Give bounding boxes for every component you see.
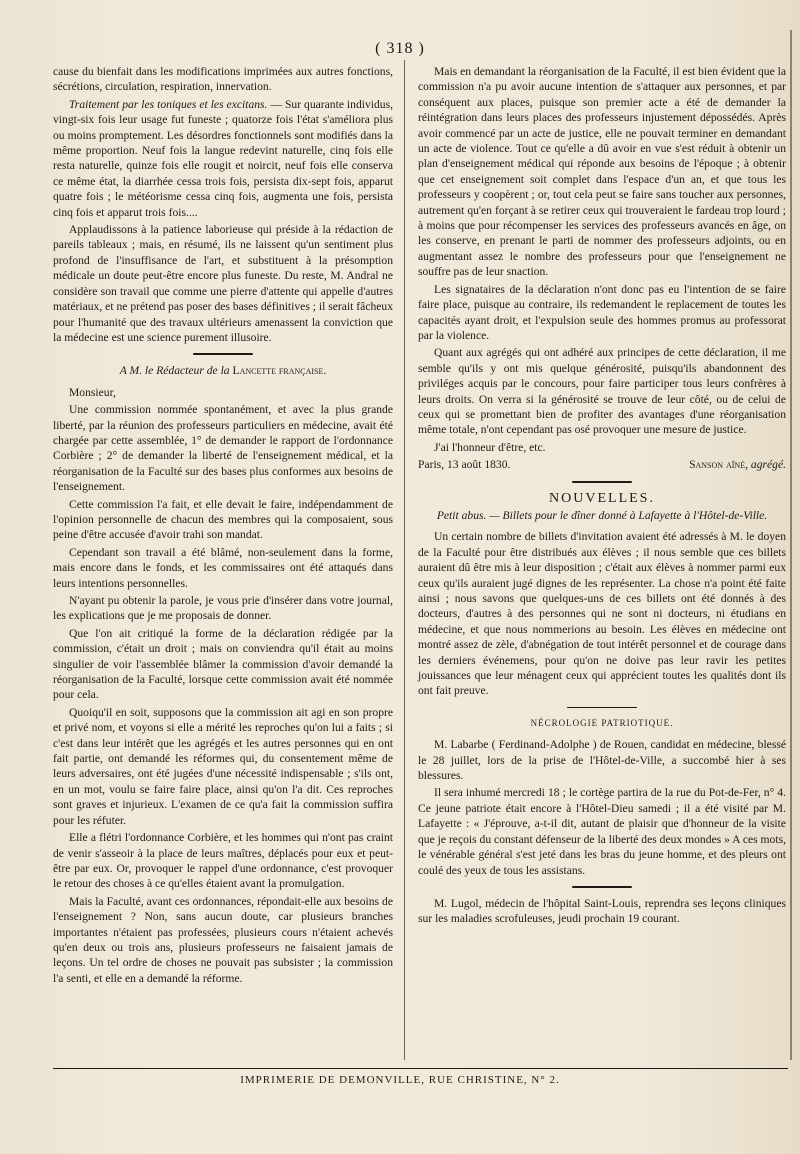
- paragraph: Quant aux agrégés qui ont adhéré aux principes de cette déclaration, il me semble qu'ils y ont mis quelque générosité, puisqu'ils abandonnent des priviléges acquis par le concours, pour faire participer tous leurs confrères à leurs droits. On verra si la générosité se trouve de leur côté, ou de celui de ceux qui se promettant bien de profiter des avantages d'une réorganisation même totale, n'ont cependant pas osé provoquer une mesure de justice.: [418, 346, 786, 437]
- necrology-heading: NÉCROLOGIE PATRIOTIQUE.: [530, 717, 674, 728]
- paragraph: cause du bienfait dans les modifications imprimées aux autres fonctions, sécrétions, circulation, respiration, innervation.: [53, 65, 393, 94]
- signature-author: [689, 457, 786, 472]
- paragraph: Cependant son travail a été blâmé, non-seulement dans la forme, mais encore dans le fonds, et les commissaires ont été attaqués dans leurs intentions personnelles.: [53, 545, 393, 590]
- paragraph: Un certain nombre de billets d'invitation avaient été adressés à M. le doyen de la Faculté pour être distribués aux élèves ; il nous semble que ces billets auraient dû être mis à leur disposition ; c'était aux élèves à nommer parmi eux ceux qu'ils auraient jugé dignes de les représenter. La chose n'a point été faite ainsi ; nous savons que quelques-uns de ces billets ont été donnés à des docteurs, d'autres à des personnes qui ne sont ni docteurs, ni étudians en médecine, et que nous nommerions au besoin. Les élèves en médecine ont montré assez de zèle, d'abnégation de tout intérêt personnel et de courage dans les derniers événemens, pour qu'on ne doive pas leur ravir les petites jouissances que leur ménagent ceux qui apprécient toutes les qualités dont ils ont fait preuve.: [418, 530, 786, 698]
- salutation: Monsieur,: [69, 385, 116, 399]
- ornamental-rule: [572, 481, 632, 483]
- paragraph: M. Labarbe ( Ferdinand-Adolphe ) de Rouen, candidat en médecine, blessé le 28 juillet, lors de la prise de l'Hôtel-de-Ville, a succombé hier à ses blessures.: [418, 738, 786, 783]
- paragraph: Cette commission l'a fait, et elle devait le faire, indépendamment de l'opinion personnelle de chacun des membres qui la composaient, sous peine d'être accusée d'avoir trahi son mandat.: [53, 497, 393, 542]
- page-edge: [790, 30, 792, 1060]
- paragraph: Applaudissons à la patience laborieuse qui préside à la rédaction de pareils tableaux ; mais, en résumé, ils ne laissent qu'un sentiment plus profond de l'insuffisance de l'art, et substituent à la présomption médicale un doute peut-être encore plus funeste. Du reste, M. Andral ne considère son travail que comme une pierre d'attente qui appelle d'autres matériaux, et ne prétend pas poser des bases définitives ; il serait fâcheux pour l'humanité que des travaux ultérieurs amenassent la conviction que la médecine est une science purement illusoire.: [53, 223, 393, 344]
- right-column: [418, 64, 786, 929]
- journal-name: Lancette française.: [232, 364, 327, 378]
- section-heading: NOUVELLES.: [549, 490, 655, 506]
- signature-line: [418, 457, 786, 472]
- letter-heading: [53, 363, 393, 378]
- divider-rule: [567, 707, 637, 708]
- paragraph: M. Lugol, médecin de l'hôpital Saint-Louis, reprendra ses leçons cliniques sur les maladies scrofuleuses, jeudi prochain 19 courant.: [418, 896, 786, 926]
- printer-imprint: IMPRIMERIE DE DEMONVILLE, RUE CHRISTINE, N° 2.: [240, 1074, 560, 1086]
- column-divider: [404, 60, 405, 1060]
- paragraph-body: — Sur quarante individus, vingt-six fois leur usage fut funeste ; quatorze fois l'état s'améliora plus ou moins promptement. Les désordres fonctionnels sont modifiés dans la même proportion. Neuf fois la langue redevint naturelle, cinq fois elle resta naturelle, quinze fois elle rougit et noircit, neuf fois elle conserva ce même état, la diarrhée cessa trois fois, persista dix-sept fois, apparut quatre fois ; le météorisme cessa cinq fois, augmenta une fois, persista cinq fois et apparut trois fois....: [53, 97, 393, 219]
- ornamental-rule: [193, 353, 253, 355]
- paragraph: Une commission nommée spontanément, et avec la plus grande liberté, par la réunion des professeurs particuliers en médecine, avait été chargée par cette assemblée, 1° de demander le rapport de l'ordonnance Corbière ; 2° de demander la liberté de l'enseignement médical, et la réorganisation de la Faculté sur des bases plus conformes aux besoins de l'enseignement.: [53, 403, 393, 494]
- paragraph: Les signataires de la déclaration n'ont donc pas eu l'intention de se faire faire place, puisque au contraire, ils redemandent le replacement de toutes les capacités ayant droit, et l'expulsion seule des hommes promus au professorat par la violence.: [418, 282, 786, 342]
- left-column: [53, 64, 393, 988]
- letter-heading-text: A M. le Rédacteur de la: [119, 364, 230, 378]
- closing: J'ai l'honneur d'être, etc.: [434, 440, 546, 454]
- footer-rule: [53, 1068, 788, 1069]
- subheading-text: — Billets pour le dîner donné à Lafayette à l'Hôtel-de-Ville.: [486, 508, 768, 522]
- page-number: ( 318 ): [375, 40, 425, 57]
- paragraph: Elle a flétri l'ordonnance Corbière, et les hommes qui n'ont pas craint de venir s'asseoir à la place de leurs maîtres, déplacés pour eux et peut-être par eux. Or, provoquer le rappel d'une ordonnance, c'est provoquer le retour des choses à ce qu'elles étaient avant la promulgation.: [53, 831, 393, 891]
- paragraph: Mais la Faculté, avant ces ordonnances, répondait-elle aux besoins de l'enseignement ? Non, sans aucun doute, car plusieurs branches importantes n'étaient pas professées, plusieurs cours n'étaient achevés qu'en deux ou trois ans, plusieurs professeurs ne faisaient jamais de leçons. Un tel ordre de choses ne pouvait pas subsister ; la commission l'a senti, et elle en a demandé la réforme.: [53, 894, 393, 985]
- signature-place-date: Paris, 13 août 1830.: [418, 458, 511, 472]
- subheading-lead: Petit abus.: [436, 508, 487, 522]
- paragraph: [53, 97, 393, 220]
- paragraph: Mais en demandant la réorganisation de la Faculté, il est bien évident que la commission n'a pu avoir aucune intention de s'attaquer aux personnes, et par conséquent aux places, puisque son premier acte a été de demander la réintégration dans leurs places des professeurs injustement dépossédés. Après avoir commencé par un acte de justice, elle ne pouvait terminer en demandant un acte de violence. Tout ce qu'elle a dû avoir en vue s'est réduit à obtenir un plan d'enseignement médical qui réponde aux besoins de l'époque ; à obtenir que cet enseignement soit complet dans l'espace d'un an, et que tous les professeurs y coopèrent ; or, tout cela peut se faire sans toucher aux personnes, autrement qu'en forçant à se retirer ceux qui trouveraient le fardeau trop lourd ; à moins que pour récompenser les services des professeurs avancés en âge, on les conserve, en prenant le parti de nommer des professeurs adjoints, ou en augmentant assez le nombre des professeurs pour que l'enseignement ne souffre pas de leur snaction.: [418, 65, 786, 279]
- ornamental-rule: [572, 886, 632, 888]
- paragraph: N'ayant pu obtenir la parole, je vous prie d'insérer dans votre journal, les explications que je me proposais de donner.: [53, 594, 393, 623]
- author-title: agrégé.: [750, 458, 786, 472]
- author-name: Sanson aîné,: [689, 458, 748, 472]
- paragraph: Quoiqu'il en soit, supposons que la commission ait agi en son propre et privé nom, et voyons si elle a mérité les reproches qu'on lui a faits ; si c'est dans leur intérêt que les agrégés et les autres personnes qui en ont fait partie, ont demandé les réformes qui, du consentement même de leurs adversaires, ont été jugées d'une nécessité indispensable ; s'ils ont, en un mot, voulu se faire faire place, ainsi qu'on l'a dit. Ces reproches sont graves et injurieux. L'examen de ce qu'a fait la commission suffira pour les réfuter.: [53, 705, 393, 827]
- paragraph: Il sera inhumé mercredi 18 ; le cortège partira de la rue du Pot-de-Fer, n° 4. Ce jeune patriote était encore à l'Hôtel-Dieu samedi ; il a été visité par M. Lafayette : « J'éprouve, a-t-il dit, autant de plaisir que d'honneur de la visite que je reçois du constant défenseur de la liberté des deux mondes » A ces mots, le vénérable général s'est jeté dans les bras du jeune homme, et des pleurs ont coulé des yeux de tous les assistans.: [418, 786, 786, 877]
- paragraph: Que l'on ait critiqué la forme de la déclaration rédigée par la commission, c'était un droit ; mais on conviendra qu'il était au moins singulier de voir l'assemblée blâmer la commission d'avoir demandé la réorganisation de la Faculté, lorsque cette commission avait été nommée pour cela.: [53, 626, 393, 702]
- section-title: Traitement par les toniques et les excitans.: [69, 97, 268, 111]
- news-subheading: [418, 508, 786, 523]
